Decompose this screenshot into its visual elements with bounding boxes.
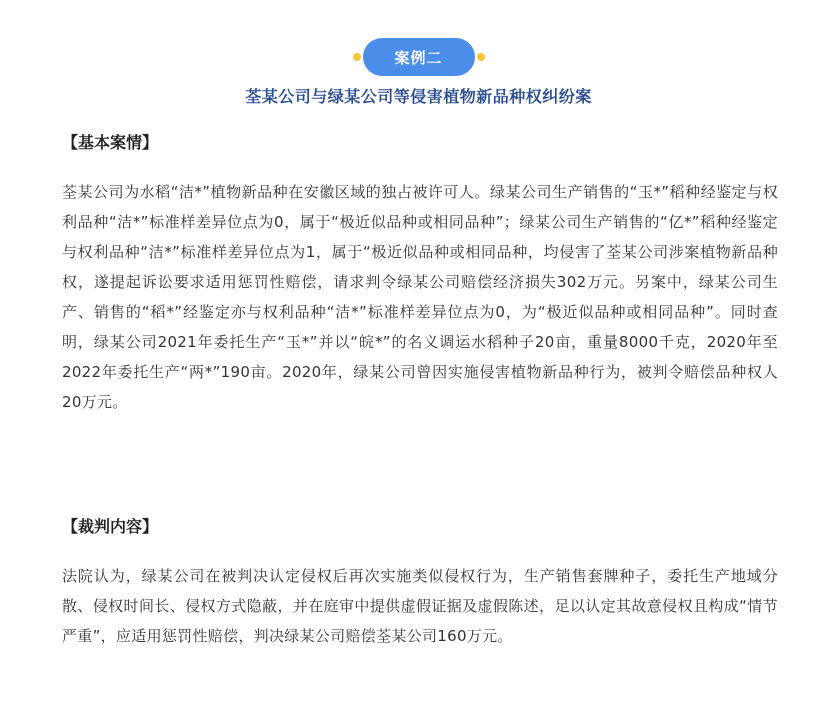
basic-facts-paragraph: 荃某公司为水稻“洁*”植物新品种在安徽区域的独占被许可人。绿某公司生产销售的“玉*”稻种经鉴定与权利品种“洁*”标准样差异位点为0，属于“极近似品种或相同品种”；绿某公司生产销售的“亿*”稻种经鉴定与权利品种“洁*”标准样差异位点为1，属于“极近似品种或相同品种，均侵害了荃某公司涉案植物新品种权，遂提起诉讼要求适用惩罚性赔偿，请求判令绿某公司赔偿经济损失302万元。另案中，绿某公司生产、销售的“稻*”经鉴定亦与权利品种“洁*”标准样差异位点为0，为“极近似品种或相同品种”。同时查明，绿某公司2021年委托生产“玉*”并以“皖*”的名义调运水稻种子20亩，重量8000千克，2020年至2022年委托生产“两*”190亩。2020年，绿某公司曾因实施侵害植物新品种行为，被判令赔偿品种权人20万元。	[62, 183, 778, 411]
basic-facts-heading: 【基本案情】	[62, 133, 159, 152]
badge-left-dot-icon	[353, 53, 361, 61]
judgment-paragraph: 法院认为，绿某公司在被判决认定侵权后再次实施类似侵权行为，生产销售套牌种子，委托生产地域分散、侵权时间长、侵权方式隐蔽，并在庭审中提供虚假证据及虚假陈述，足以认定其故意侵权且构成“情节严重”，应适用惩罚性赔偿，判决绿某公司赔偿荃某公司160万元。	[62, 567, 778, 645]
badge-right-dot-icon	[477, 53, 485, 61]
case-title: 荃某公司与绿某公司等侵害植物新品种权纠纷案	[245, 87, 592, 106]
case-number-label: 案例二	[394, 48, 443, 67]
case-number-badge	[363, 38, 475, 76]
case-badge-row	[0, 37, 837, 77]
judgment-heading: 【裁判内容】	[62, 517, 159, 536]
